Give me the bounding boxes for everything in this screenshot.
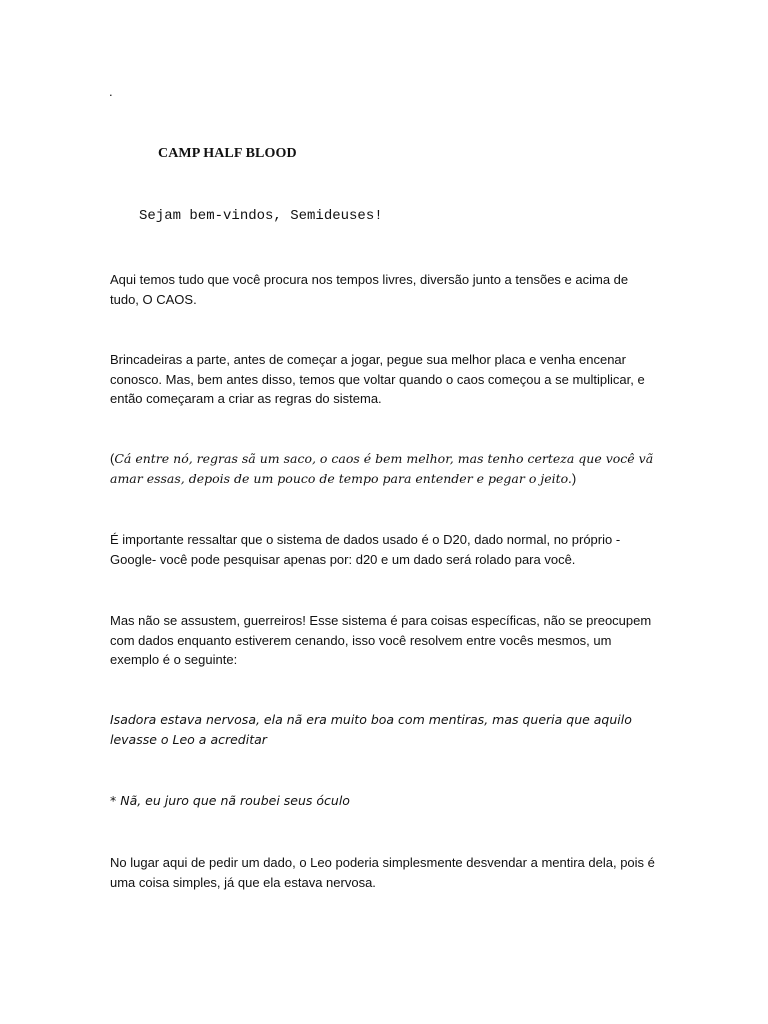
paragraph-example-dialogue: * Nã, eu juro que nã roubei seus óculo xyxy=(110,793,350,808)
welcome-heading: Sejam bem-vindos, Semideuses! xyxy=(139,208,383,224)
paragraph-example-narration: Isadora estava nervosa, ela nã era muito boa com mentiras, mas queria que aquilo levasse o Leo a acreditar xyxy=(110,712,632,747)
page-title: CAMP HALF BLOOD xyxy=(158,146,297,161)
aside-text: Cá entre nó, regras sã um saco, o caos é bem melhor, mas tenho certeza que você vã amar essas, depois de um pouco de tempo para entender e pegar o jeito. xyxy=(110,451,654,486)
paragraph-rules-intro: Brincadeiras a parte, antes de começar a jogar, pegue sua melhor placa e venha encenar conosco. Mas, bem antes disso, temos que voltar quando o caos começou a se multiplicar, e então começaram a criar as regras do sistema. xyxy=(110,352,645,406)
paragraph-intro: Aqui temos tudo que você procura nos tempos livres, diversão junto a tensões e acima de tudo, O CAOS. xyxy=(110,272,629,307)
leading-dot: . xyxy=(109,84,113,99)
paragraph-conclusion: No lugar aqui de pedir um dado, o Leo poderia simplesmente desvendar a mentira dela, pois é uma coisa simples, já que ela estava nervosa. xyxy=(110,855,655,890)
paragraph-aside xyxy=(110,449,660,489)
aside-open-paren: ( xyxy=(110,451,115,466)
paragraph-dice-system: É importante ressaltar que o sistema de dados usado é o D20, dado normal, no próprio -Google- você pode pesquisar apenas por: d20 e um dado será rolado para você. xyxy=(110,532,621,567)
aside-close-paren: ) xyxy=(571,471,577,486)
paragraph-warriors: Mas não se assustem, guerreiros! Esse sistema é para coisas específicas, não se preocupem com dados enquanto estiverem cenando, isso você resolvem entre vocês mesmos, um exemplo é o seguinte: xyxy=(110,613,652,667)
